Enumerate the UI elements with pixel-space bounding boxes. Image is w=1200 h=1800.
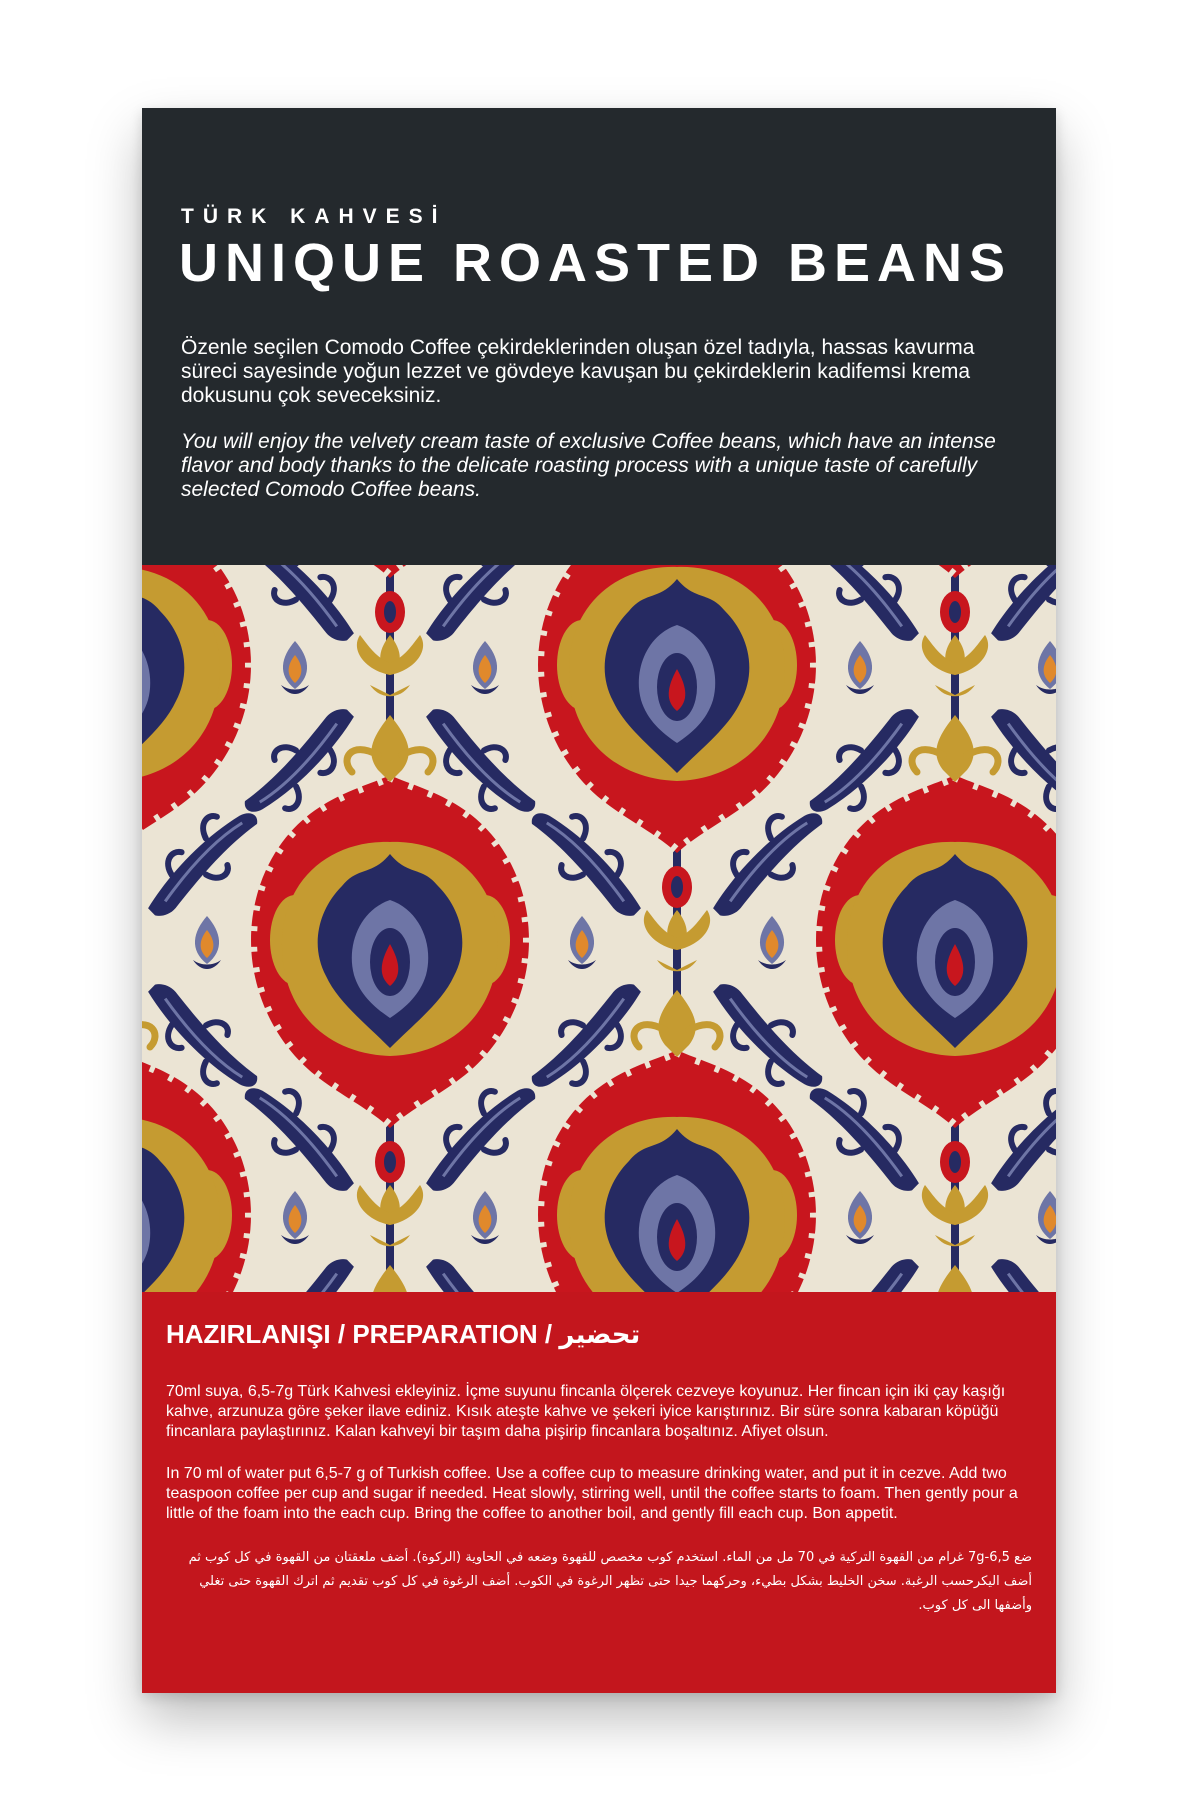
fleur-icon — [922, 1185, 988, 1265]
fleur-icon — [922, 635, 988, 715]
coffee-package — [142, 108, 1056, 1693]
flame-icon — [471, 641, 499, 694]
product-eyebrow: TÜRK KAHVESİ — [181, 205, 447, 228]
package-header — [142, 108, 1056, 565]
description-turkish: Özenle seçilen Comodo Coffee çekirdeklerinden oluşan özel tadıyla, hassas kavurma süreci sayesinde yoğun lezzet ve gövdeye kavuşan bu çekirdeklerin kadifemsi krema dokusunu çok seveceksiniz. — [181, 336, 975, 407]
flame-icon — [846, 1191, 874, 1244]
flame-icon — [281, 641, 309, 694]
medallion-icon — [538, 565, 816, 953]
ikat-medallions — [142, 565, 1056, 1292]
flame-icon — [281, 1191, 309, 1244]
ikat-pattern — [142, 565, 1056, 1292]
flame-icon — [846, 641, 874, 694]
preparation-text-turkish: 70ml suya, 6,5-7g Türk Kahvesi ekleyiniz. İçme suyunu fincanla ölçerek cezveye koyunuz. Her fincan için iki çay kaşığı kahve, arzunuza göre şeker ilave ediniz. Kısık ateşte kahve ve şekeri iyice karıştırınız. Bir süre sonra kabaran köpüğü fincanlara paylaştırınız. Kalan kahveyi bir taşım daha pişirip fincanlara boşaltınız. Afiyet olsun. — [166, 1383, 1006, 1440]
preparation-heading: HAZIRLANIŞI / PREPARATION / تحضير — [166, 1319, 641, 1349]
fleur-icon — [357, 1185, 423, 1265]
preparation-panel — [142, 1292, 1056, 1693]
preparation-text-english: In 70 ml of water put 6,5-7 g of Turkish coffee. Use a coffee cup to measure drinking water, and put it in cezve. Add two teaspoon coffee per cup and sugar if needed. Heat slowly, stirring well, until the coffee starts to foam. Then gently pour a little of the foam into the each cup. Bring the coffee to another boil, and gently fill each cup. Bon appetit. — [166, 1465, 1018, 1522]
ikat-pattern-panel — [142, 565, 1056, 1292]
flame-icon — [758, 916, 786, 969]
preparation-text-arabic: ضع 6,5-7g غرام من القهوة التركية في 70 مل من الماء. استخدم كوب مخصص للقهوة وضعه في الحاوية (الركوة). أضف ملعقتان من القهوة في كل كوب ثم أضف اليكرحسب الرغبة. سخن الخليط بشكل بطيء، وحركهما جيدا حتى تظهر الرغوة في الكوب. أضف الرغوة في كل كوب تقديم ثم اترك القهوة حتى تغلي وأضفها الى كل كوب. — [188, 1550, 1032, 1613]
fleur-icon — [644, 910, 710, 990]
flame-icon — [568, 916, 596, 969]
fleur-icon — [357, 635, 423, 715]
description-english: You will enjoy the velvety cream taste of exclusive Coffee beans, which have an intense flavor and body thanks to the delicate roasting process with a unique taste of carefully selected Comodo Coffee beans. — [181, 430, 996, 501]
flame-icon — [193, 916, 221, 969]
product-description — [181, 336, 1026, 502]
product-title: UNIQUE ROASTED BEANS — [179, 233, 1013, 293]
flame-icon — [471, 1191, 499, 1244]
flame-icon — [1036, 641, 1056, 694]
flame-icon — [1036, 1191, 1056, 1244]
